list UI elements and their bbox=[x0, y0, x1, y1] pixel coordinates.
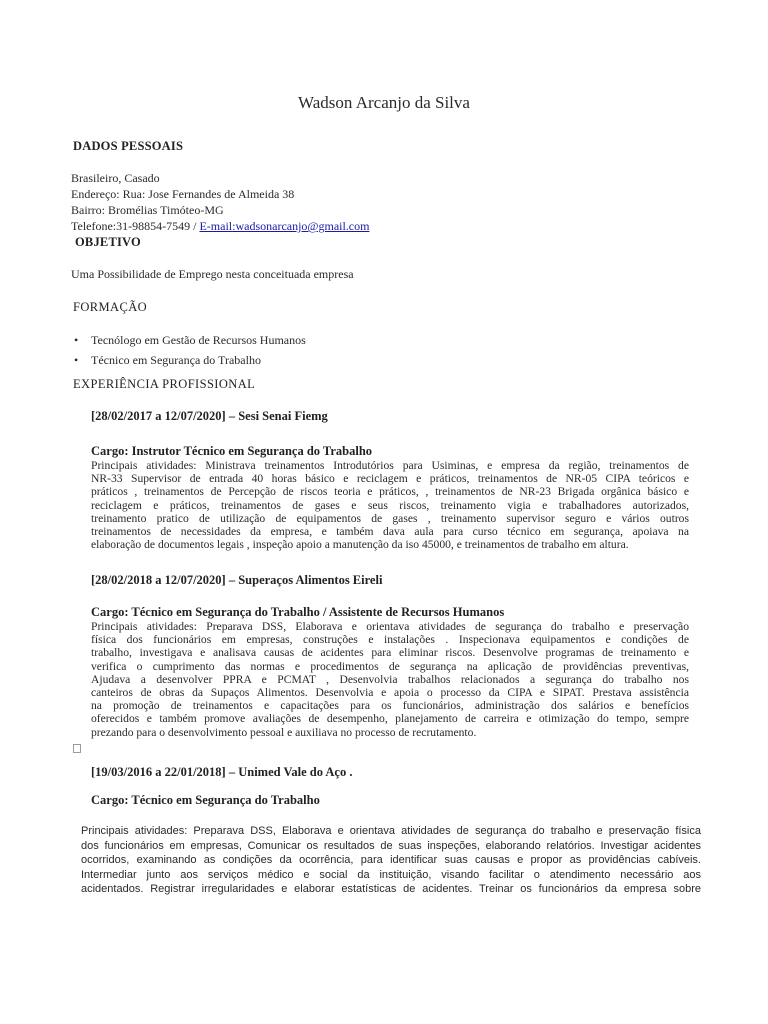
job-description-line: reciclagem e práticos, treinamentos de gases e seus riscos, treinamento vigia e trabalhadores autorizados, bbox=[91, 498, 689, 512]
job-description-line: Ajudava a desenvolver PPRA e PCMAT , Desenvolvia trabalhos relacionados a segurança do trabalho nos bbox=[91, 672, 689, 686]
job-period: [28/02/2017 a 12/07/2020] – Sesi Senai Fiemg bbox=[91, 409, 328, 423]
job-period: [28/02/2018 a 12/07/2020] – Superaços Alimentos Eireli bbox=[91, 573, 383, 587]
objective-text: Uma Possibilidade de Emprego nesta conceituada empresa bbox=[71, 267, 354, 281]
job-description-line: oferecidos e também promove avaliações de desempenho, planejamento de carreira e otimização do tempo, sempre bbox=[91, 712, 689, 726]
job-description-line: prezando para o desenvolvimento pessoal e auxiliava no processo de recrutamento. bbox=[91, 725, 477, 739]
phone-text: Telefone:31-98854-7549 / bbox=[71, 219, 200, 233]
job-description-line: treinamentos de necessidades da empresa, e também dava aula para curso técnico em segurança, apoiava na bbox=[91, 524, 689, 538]
job-description-line: Intermediar junto aos serviços médico e social da instituição, visando facilitar o atendimento necessário aos bbox=[81, 868, 701, 881]
personal-line-neighborhood: Bairro: Bromélias Timóteo-MG bbox=[71, 203, 224, 217]
job-description bbox=[91, 620, 689, 739]
job-description-line: elaboração de documentos legais , inspeção apoio a manutenção da iso 45000, e treinamentos de trabalho em altura. bbox=[91, 538, 629, 552]
job-role: Cargo: Técnico em Segurança do Trabalho / Assistente de Recursos Humanos bbox=[91, 605, 505, 619]
job-description-line: ocorridos, examinando as condições da ocorrência, para identificar suas causas e propor as providências cabíveis. bbox=[81, 854, 701, 867]
section-heading-formacao: FORMAÇÃO bbox=[73, 300, 148, 314]
job-description-line: canteiros de obras da Supaços Alimentos. Desenvolvia e apoia o processo da CIPA e SIPAT. Prestava assistência bbox=[91, 685, 689, 699]
job-description bbox=[91, 459, 689, 551]
job-description bbox=[81, 824, 701, 897]
section-heading-experiencia: EXPERIÊNCIA PROFISSIONAL bbox=[73, 377, 256, 391]
job-period: [19/03/2016 a 22/01/2018] – Unimed Vale do Aço . bbox=[91, 765, 353, 779]
job-description-line: NR-33 Supervisor de entrada 40 horas básico e reciclagem e práticos, treinamentos de NR-05 CIPA teóricos e bbox=[91, 472, 689, 486]
education-item bbox=[74, 333, 306, 348]
job-role: Cargo: Técnico em Segurança do Trabalho bbox=[91, 793, 320, 807]
job-description-line: dos funcionários em empresas, Comunicar os resultados de suas inspeções, elaborando relatórios. Investigar acidentes bbox=[81, 839, 701, 852]
job-description-line: na promoção de treinamentos e capacitações para os funcionários, administração dos salários e benefícios bbox=[91, 699, 689, 713]
email-link[interactable]: E-mail:wadsonarcanjo@gmail.com bbox=[199, 219, 370, 233]
placeholder-box-icon bbox=[73, 744, 81, 753]
job-description-line: trabalho, investigava e analisava causas de acidentes para eliminar riscos. Desenvolve programas de treinamento e bbox=[91, 646, 689, 660]
bullet-icon: • bbox=[74, 353, 79, 367]
personal-line-contact bbox=[71, 219, 369, 234]
job-description-line: física dos funcionários em empresas, construções e instalações . Inspecionava equipamentos e condições de bbox=[91, 633, 689, 647]
education-item-label: Técnico em Segurança do Trabalho bbox=[91, 353, 261, 367]
job-description-line: práticos , treinamentos de Percepção de riscos teoria e práticos, , treinamentos de NR-23 Brigada orgânica básico e bbox=[91, 485, 689, 499]
section-heading-objetivo: OBJETIVO bbox=[75, 235, 141, 249]
education-item-label: Tecnólogo em Gestão de Recursos Humanos bbox=[91, 333, 306, 347]
job-description-line: Principais atividades: Preparava DSS, Elaborava e orientava atividades de segurança do trabalho e preservação bbox=[91, 620, 689, 633]
personal-line-address: Endereço: Rua: Jose Fernandes de Almeida 38 bbox=[71, 187, 295, 201]
job-description-line: verifica o cumprimento das normas e procedimentos de segurança na aplicação de providências preventivas, bbox=[91, 659, 689, 673]
bullet-icon: • bbox=[74, 333, 79, 347]
section-heading-dados-pessoais: DADOS PESSOAIS bbox=[73, 139, 184, 153]
education-item bbox=[74, 353, 261, 368]
personal-line-nationality: Brasileiro, Casado bbox=[71, 171, 160, 185]
job-role: Cargo: Instrutor Técnico em Segurança do Trabalho bbox=[91, 444, 373, 458]
candidate-name: Wadson Arcanjo da Silva bbox=[298, 93, 470, 112]
job-description-line: Principais atividades: Ministrava treinamentos Introdutórios para Usiminas, e empresa da região, treinamentos de bbox=[91, 459, 689, 472]
job-description-line: Principais atividades: Preparava DSS, Elaborava e orientava atividades de segurança do trabalho e preservação física bbox=[81, 825, 701, 837]
job-description-line: treinamento pratico de utilização de equipamentos de gases , treinamento supervisor seguro e vários outros bbox=[91, 511, 689, 525]
job-description-line: acidentados. Registrar irregularidades e elaborar estatísticas de acidentes. Treinar os funcionários da empresa sobre bbox=[81, 883, 701, 896]
